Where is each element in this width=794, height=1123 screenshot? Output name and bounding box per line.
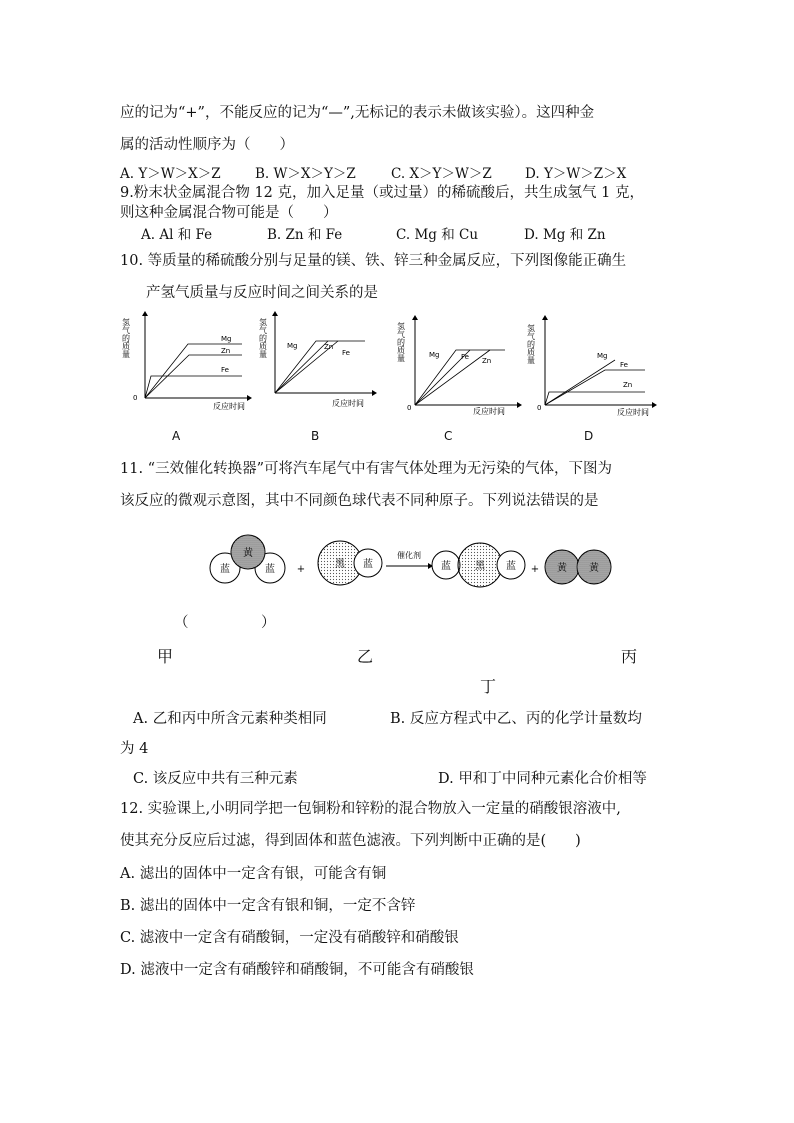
svg-text:黄: 黄 (589, 563, 599, 574)
graph-d-letter: D (584, 429, 594, 443)
graph-d-xlabel: 反应时间 (617, 408, 649, 417)
graph-b-letter: B (311, 429, 320, 443)
q9-option-b: B. Zn 和 Fe (267, 227, 343, 243)
svg-text:蓝: 蓝 (506, 561, 516, 572)
q11-option-b: B. 反应方程式中乙、丙的化学计量数均 (390, 711, 642, 727)
graph-b-label-fe: Fe (342, 349, 350, 357)
svg-text:黑: 黑 (475, 561, 485, 572)
q12-option-c: C. 滤液中一定含有硝酸铜，一定没有硝酸锌和硝酸银 (120, 930, 459, 946)
graph-c-origin: 0 (407, 404, 412, 412)
graph-a-origin: 0 (133, 394, 138, 402)
svg-text:蓝: 蓝 (363, 559, 373, 570)
graph-c-letter: C (444, 429, 453, 443)
svg-text:黄: 黄 (243, 548, 253, 559)
graph-c-label-zn: Zn (482, 357, 492, 365)
graph-a-xlabel: 反应时间 (213, 402, 245, 411)
graph-c-label-mg: Mg (429, 351, 440, 359)
graph-d-label-zn: Zn (623, 381, 633, 389)
q11-line1: 11. “三效催化转换器”可将汽车尾气中有害气体处理为无污染的气体，下图为 (120, 461, 612, 477)
svg-text:蓝: 蓝 (265, 564, 275, 575)
graph-b-xlabel: 反应时间 (332, 399, 364, 408)
q11-answer-bracket: （ ） (174, 615, 276, 631)
q8-option-a: A. Y＞W＞X＞Z (120, 166, 221, 182)
q8-option-c: C. X＞Y＞W＞Z (391, 166, 492, 182)
q9-option-c: C. Mg 和 Cu (396, 227, 479, 243)
graph-c-ylabel: 氢气的质量 (396, 322, 406, 362)
graph-c-line-zn (415, 350, 490, 405)
graph-b-line-zn (275, 341, 328, 393)
graph-a-label-zn: Zn (221, 347, 231, 355)
q9-line2: 则这种金属混合物可能是（ ） (120, 205, 338, 221)
q11-option-c: C. 该反应中共有三种元素 (133, 771, 298, 787)
q11-option-a: A. 乙和丙中所含元素种类相同 (133, 711, 327, 727)
q9-option-d: D. Mg 和 Zn (524, 227, 606, 243)
catalyst-label: 催化剂 (397, 551, 421, 560)
graph-d-line-zn (545, 392, 645, 405)
svg-text:蓝: 蓝 (220, 564, 230, 575)
graph-a-label-mg: Mg (221, 335, 232, 343)
graph-c (395, 312, 525, 422)
graph-b (260, 308, 390, 413)
graph-a-line-zn (145, 355, 242, 398)
q8-option-d: D. Y＞W＞Z＞X (525, 166, 627, 182)
graph-c-xlabel: 反应时间 (473, 407, 505, 416)
q12-option-b: B. 滤出的固体中一定含有银和铜，一定不含锌 (120, 898, 416, 914)
graph-a (121, 308, 255, 413)
graph-a-label-fe: Fe (221, 366, 229, 374)
q12-line2: 使其充分反应后过滤，得到固体和蓝色滤液。下列判断中正确的是( ) (120, 833, 581, 849)
q12-line1: 12. 实验课上,小明同学把一包铜粉和锌粉的混合物放入一定量的硝酸银溶液中, (120, 801, 621, 817)
graph-d-origin: 0 (537, 404, 542, 412)
label-bing: 丙 (621, 647, 638, 666)
reaction-diagram (200, 530, 620, 604)
q11-option-d: D. 甲和丁中同种元素化合价相等 (438, 771, 647, 787)
q9-line1: 9.粉末状金属混合物 12 克，加入足量（或过量）的稀硫酸后，共生成氢气 1 克， (120, 185, 644, 201)
graph-c-label-fe: Fe (461, 353, 469, 361)
plus-sign-2: + (530, 564, 540, 575)
graph-a-letter: A (172, 429, 181, 443)
q11-line2: 该反应的微观示意图，其中不同颜色球代表不同种原子。下列说法错误的是 (120, 493, 599, 509)
label-ding: 丁 (480, 677, 497, 696)
graph-b-label-mg: Mg (287, 342, 298, 350)
graph-d-label-mg: Mg (597, 352, 608, 360)
q10-line2: 产氢气质量与反应时间之间关系的是 (146, 285, 378, 301)
graph-b-label-zn: Zn (324, 343, 334, 351)
q8-line1: 应的记为“+”，不能反应的记为“—”,无标记的表示未做该实验）。这四种金 (120, 105, 595, 121)
plus-sign-1: + (296, 564, 306, 575)
graph-d-ylabel: 氢气的质量 (526, 324, 536, 364)
svg-text:黄: 黄 (557, 563, 567, 574)
q9-option-a: A. Al 和 Fe (141, 227, 213, 243)
graph-d (525, 312, 660, 422)
label-jia: 甲 (157, 647, 174, 666)
graph-d-label-fe: Fe (620, 361, 628, 369)
q12-option-a: A. 滤出的固体中一定含有银，可能含有铜 (120, 866, 387, 882)
label-yi: 乙 (357, 647, 374, 666)
q8-option-b: B. W＞X＞Y＞Z (255, 166, 356, 182)
graph-a-ylabel: 氢气的质量 (121, 318, 131, 358)
graph-d-line-mg (545, 360, 615, 405)
q12-option-d: D. 滤液中一定含有硝酸锌和硝酸铜，不可能含有硝酸银 (120, 962, 474, 978)
q11-option-b-cont: 为 4 (120, 741, 149, 757)
svg-text:黑: 黑 (335, 559, 345, 570)
q10-line1: 10. 等质量的稀硫酸分别与足量的镁、铁、锌三种金属反应，下列图像能正确生 (120, 253, 627, 269)
graph-b-ylabel: 氢气的质量 (258, 318, 268, 358)
q8-line2: 属的活动性顺序为（ ） (120, 137, 294, 153)
svg-text:蓝: 蓝 (441, 561, 451, 572)
